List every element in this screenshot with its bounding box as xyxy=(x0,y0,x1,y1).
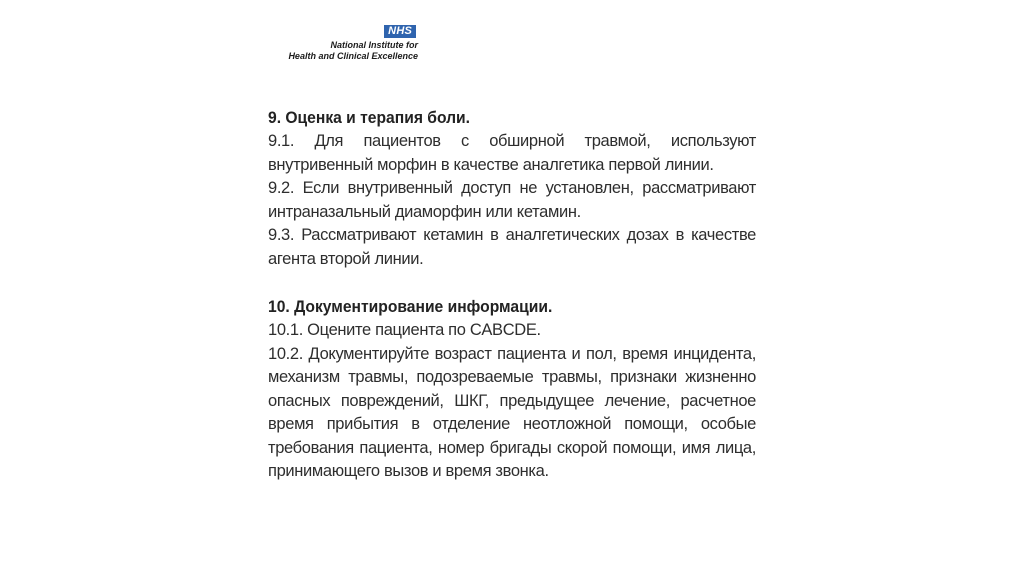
section-title: 10. Документирование информации. xyxy=(268,297,553,316)
paragraph-9-2: 9.2. Если внутривенный доступ не установлен, рассматривают интраназальный диаморфин или кетамин. xyxy=(268,179,756,221)
paragraph-9-3: 9.3. Рассматривают кетамин в аналгетических дозах в качестве агента второй линии. xyxy=(268,226,756,268)
paragraph-10-1: 10.1. Оцените пациента по CABCDE. xyxy=(268,321,541,339)
section-spacer xyxy=(268,271,756,295)
logo-line-1: National Institute for xyxy=(330,40,418,50)
section-title: 9. Оценка и терапия боли. xyxy=(268,108,471,127)
paragraph-9-1: 9.1. Для пациентов с обширной травмой, используют внутривенный морфин в качестве аналгетика первой линии. xyxy=(268,132,756,174)
section-documentation xyxy=(268,295,756,484)
logo-line-2: Health and Clinical Excellence xyxy=(288,51,418,61)
nhs-logo-badge: NHS xyxy=(384,25,416,38)
paragraph-10-2: 10.2. Документируйте возраст пациента и пол, время инцидента, механизм травмы, подозреваемые травмы, признаки жизненно опасных повреждений, ШКГ, предыдущее лечение, расчетное время прибытия в отделение неотложной помощи, особые требования пациента, номер бригады скорой помощи, имя лица, принимающего вызов и время звонка. xyxy=(268,344,756,480)
slide-content xyxy=(268,106,756,484)
section-pain-management xyxy=(268,106,756,271)
nice-logo xyxy=(262,25,422,65)
